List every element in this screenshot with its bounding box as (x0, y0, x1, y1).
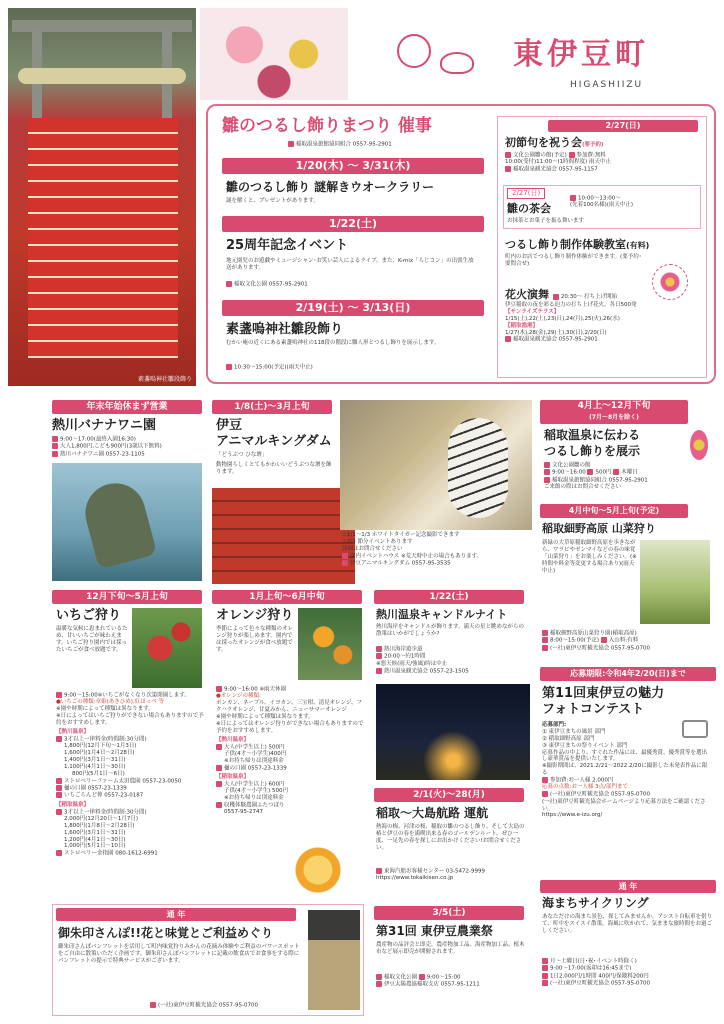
orange-note2: ※日によってはオレンジ狩りができない場合もありますので予約をおすすめします。 (216, 720, 364, 734)
goshuin-desc: 御朱印さんぽパンフレットを活用して町内味覚狩りみかんの花摘み体験やご利益のパワースポットをご自由に散策いただく企画です。御朱印さんぽパンフレットに記載の飲食店でお食事をする際にパンフレットの提示で特典サービスがございます。 (58, 944, 300, 964)
ticket-icon (569, 152, 575, 158)
photo-org1: (一社)東伊豆町観光協会 0557-95-0700 (550, 791, 651, 798)
inatori-band-sub: (7月〜8月を除く) (589, 414, 639, 421)
phone-icon (542, 791, 548, 797)
ticket-icon (601, 637, 607, 643)
r2-time-text: 10:00〜13:00〜 (578, 195, 621, 202)
phone-icon (56, 778, 62, 784)
banana-phone: 熱川バナナワニ園 0557-23-1105 (60, 451, 145, 458)
ichigo-a1: 1,800円(12月下旬〜1月3日) (64, 743, 137, 750)
phone-icon (544, 477, 550, 483)
ichigo-b2: 1,800円(1月8日〜2月28日) (64, 822, 135, 829)
goshuin-title: 御朱印さんぽ!!花と味覚とご利益めぐり (58, 926, 273, 940)
location-icon (544, 462, 550, 468)
cycle-hours: 9:00〜17:00(返却は16:45まで) (550, 965, 632, 972)
r1-date: 2/27(日) (548, 120, 698, 132)
candle-info (376, 646, 528, 675)
town-name: 東伊豆町 (513, 37, 649, 72)
orange-photo (298, 608, 362, 680)
tiger-l2: ☆2/3 節分イベントあります (342, 538, 413, 545)
hero-photo (8, 8, 196, 386)
orange-inatori: 【稲取温泉】 (216, 774, 250, 780)
ichigo-a7: 樋の口園 0557-23-1339 (64, 785, 127, 792)
event1-title: 雛のつるし飾り 謎解きウオークラリー (226, 180, 435, 194)
town-emblem-icon (397, 34, 431, 68)
clock-icon (570, 195, 576, 201)
ferry-phone: 東海汽船お客様センター 03-5472-9999 (384, 868, 485, 875)
clock-icon (419, 974, 425, 980)
photo-title-2: フォトコンテスト (542, 702, 645, 717)
event2-org-text: 稲取文化公園 0557-95-2901 (234, 281, 308, 288)
orange-variety: ポンカン、ネーブル、イヨカン、三宝柑、清見オレンジ、フクハラオレンジ、甘夏みかん、ニューサマーオレンジ (216, 700, 362, 714)
festival-org (288, 141, 392, 148)
phone-icon (376, 981, 382, 987)
inatori-fee: 500円 (595, 469, 612, 476)
r3-title (505, 238, 649, 252)
r4-venue1: 【サンライズテラス】 (505, 308, 560, 315)
location-icon (342, 553, 348, 559)
ferry-url[interactable]: https://www.tokaikisen.co.jp (376, 875, 454, 882)
event1-date: 1/20(木) 〜 3/31(木) (222, 158, 484, 174)
orange-b5: 0557-95-2747 (224, 809, 263, 816)
ichigo-a4: 1,100円(4月1日〜30日) (64, 763, 126, 770)
ferry-band: 2/1(火)〜28(月) (374, 788, 524, 802)
animal-band: 1/8(土)〜3月上旬 (212, 400, 332, 414)
r1-rain: 雨天中止 (589, 159, 612, 166)
ichigo-a8: いちごらんど伸 (64, 792, 103, 799)
stair-dolls (28, 118, 178, 358)
clock-icon (544, 469, 550, 475)
ichigo-note2: ※日によってはいちご狩りができない場合もありますので予約をおすすめします。 (56, 713, 204, 726)
agri-title: 第31回 東伊豆農業祭 (376, 924, 493, 938)
tiger-photo (340, 400, 532, 530)
ichigo-desc: 温暖な気候に恵まれているため、甘いいちごが味わえます。いちご狩り園内では採ったいちごが食べ放題です。 (56, 626, 128, 653)
photo-cat3: ③ 東伊豆まちの祭りイベント 部門 (542, 742, 628, 749)
r1-title (505, 136, 604, 150)
candle-venue: 熱川海岸遊歩道 (384, 646, 423, 653)
sansai-desc: 新緑の大草原稲取細野高原を歩きながら、ワラビやゼンマイなどの春の味覚「山菜狩り」をお楽しみください。(※時間や料金等変更する場合あり)(雨天中止) (542, 540, 637, 574)
phone-icon (52, 451, 58, 457)
inatori-venue: 文化公園雛の館 (552, 462, 591, 469)
clock-icon (542, 965, 548, 971)
orange-a1: 大人(中学生以上) 500円 (224, 744, 285, 750)
r2-note: (先着100名様)(雨天中止) (570, 202, 634, 209)
phone-icon (288, 141, 294, 147)
shimenawa-rope (18, 68, 186, 84)
candle-photo (376, 684, 530, 780)
ichigo-a5: 800円(5月1日〜6日) (72, 770, 125, 777)
goshuin-org (150, 1002, 258, 1009)
ichigo-a6: ストロベリーファーム太田農園 0557-23-0050 (64, 778, 182, 784)
ichigo-b3: 1,600円(3月1日〜31日) (64, 829, 126, 836)
hero-caption: 素盞嗚神社雛段飾り (137, 375, 192, 383)
r4-time (553, 294, 617, 300)
crocodile-shape (79, 477, 158, 570)
ticket-icon (56, 809, 62, 815)
ticket-icon (52, 443, 58, 449)
orange-variety-label: ●オレンジの種類: (216, 693, 261, 700)
ichigo-a-label: 3才以上一律料金(時間制:30分間) (64, 736, 147, 743)
r1-note: (要予約) (582, 142, 604, 148)
r1-fee: 参加費:無料 (576, 152, 606, 159)
closed-icon (613, 469, 619, 475)
phone-icon (226, 281, 232, 287)
candle-band: 1/22(土) (374, 590, 524, 604)
candle-desc: 熱川海岸をキャンドルが飾ります。満天の星と眺めながらの散策はいかがでしょうか? (376, 624, 525, 637)
cycle-title: 海まちサイクリング (542, 896, 649, 910)
ticket-icon (542, 973, 548, 979)
event3-time (226, 364, 313, 371)
orange-desc: 季節によって色々な種類のオレンジ狩りが楽しめます。園内では採ったオレンジが食べ放題です。 (216, 626, 294, 653)
phone-icon (150, 1002, 156, 1008)
goshuin-band: 通 年 (56, 908, 296, 921)
tiger-l5: 伊豆アニマルキングダム 0557-95-3535 (350, 560, 451, 567)
inatori-phone: 稲取温泉旅館協同組合 0557-95-2901 (552, 477, 648, 484)
ichigo-info (56, 692, 206, 858)
agri-time: 9:00〜15:00 (426, 974, 461, 981)
cycle-desc: あなただけの海まち景色、探してみませんか。アシスト自転車を借りて、町中をスイスイ散策。海風に吹かれて、気ままな旅時間をお過ごしください。 (542, 914, 713, 934)
cycle-fee: 1日2,000円/1時間 400円/保険料200円 (550, 973, 649, 980)
sansai-title: 稲取細野高原 山菜狩り (542, 522, 656, 535)
orange-b1: 大人(中学生以上) 600円 (224, 781, 285, 788)
inatori-band-text: 4月上〜12月下旬 (577, 401, 651, 411)
festival-title: 雛のつるし飾りまつり 催事 (222, 116, 432, 136)
sansai-fee: 入山料:有料 (608, 637, 639, 644)
phone-icon (505, 336, 511, 342)
cycle-info (542, 958, 714, 988)
r4-desc: 伊豆稲取の夜を彩る迫力の打ち上げ花火。各日500発 (505, 302, 637, 308)
banana-title: 熱川バナナワニ園 (52, 418, 157, 433)
calendar-icon (542, 958, 548, 964)
orange-b4: 収穫体験農園ふたつぼり (224, 802, 285, 809)
candle-phone: 熱川温泉観光協会 0557-23-1505 (384, 668, 469, 675)
ticket-icon (587, 469, 593, 475)
animal-sub: 「どうぶつ ひな壇」 (216, 452, 268, 458)
ichigo-time: 9:00〜15:00※いちごがなくなり次第閉園します。 (64, 692, 190, 699)
orange-a4: 樋の口園 0557-23-1339 (224, 765, 287, 772)
ichigo-atagawa: 【熱川温泉】 (56, 728, 90, 735)
banana-hours: 9:00〜17:00(最終入園16:30) (60, 436, 136, 443)
ferry-title: 稲取〜大島航路 運航 (376, 806, 489, 820)
phone-icon (376, 668, 382, 674)
r4-dates1: 1/15(土),22(土),23(日),24(月),25(火),26(水) (505, 315, 620, 322)
orange-atagawa: 【熱川温泉】 (216, 736, 250, 743)
ichigo-b6: ストロベリー金指園 080-1612-6991 (64, 850, 158, 857)
event3-time-text: 10:30〜15:00(予定)(雨天中止) (234, 364, 313, 371)
r1-venue: 文化公園雛の館(予定) (513, 152, 567, 159)
ichigo-b1: 2,000円(12月20日〜1月7日) (64, 815, 139, 822)
r1-org: 稲取温泉観光協会 0557-95-1157 (513, 166, 598, 173)
banana-info (52, 436, 162, 458)
phone-icon (56, 792, 62, 798)
animal-hinadan-photo (212, 488, 355, 584)
rabbit-icon (440, 52, 474, 74)
ticket-icon (216, 781, 222, 787)
festival-org-text: 稲取温泉旅館協同組合 0557-95-2901 (296, 141, 392, 148)
r2-desc: お抹茶とお菓子を振る舞います (507, 218, 585, 224)
phone-icon (505, 166, 511, 172)
r4-venue2: 【稲取漁港】 (505, 322, 539, 329)
white-tiger-shape (448, 418, 508, 518)
ticket-icon (56, 736, 62, 742)
candle-time: 20:00〜約1時間 (384, 653, 426, 660)
clock-icon (56, 692, 62, 698)
inatori-title-2: つるし飾りを展示 (544, 444, 641, 458)
event3-date: 2/19(土) 〜 3/13(日) (222, 300, 484, 316)
event2-title: 25周年記念イベント (226, 238, 349, 253)
photo-org2: (一社)東伊豆町観光協会ホームページより応募方法をご確認ください。 (542, 798, 706, 812)
orange-note1: ※園や時期によって種類は異なります。 (216, 714, 314, 720)
tiger-l3: 詳細はお問合せください (342, 545, 403, 552)
ichigo-b4: 1,200円(4月1日〜30日) (64, 836, 126, 843)
r1-time: 10:00(受付)11:00〜(1時間程度) (505, 159, 588, 166)
orange-title: オレンジ狩り (216, 608, 294, 623)
photo-fee: 参加費:お一人様 2,000円 (550, 777, 614, 784)
event2-desc: 地元園児のお遊戯やミュージシャン･お笑い芸人によるライブ。また、K-mix「らじコン」の出張生放送があります。 (226, 258, 474, 271)
r4-org: 稲取温泉観光協会 0557-95-2901 (513, 336, 598, 343)
inatori-band (540, 400, 688, 424)
ichigo-title: いちご狩り (56, 608, 122, 623)
r2-date: 2/27(日) (507, 188, 545, 199)
animal-title-2: アニマルキングダム (216, 434, 332, 449)
phone-icon (56, 785, 62, 791)
clock-icon (216, 686, 222, 692)
phone-icon (342, 560, 348, 566)
tiger-l4: 園内イベントハウス ※荒天時中止の場合もあります。 (350, 553, 483, 560)
inatori-hours: 9:00〜16:00 (552, 469, 586, 476)
photo-desc: 応募作品の中より、すぐれた作品には、最優秀賞、優秀賞等を選出し豪華賞品を提供いたします。 (542, 749, 708, 763)
candle-title: 熱川温泉キャンドルナイト (376, 608, 508, 621)
clock-icon (52, 436, 58, 442)
phone-icon (216, 765, 222, 771)
orange-b3: ※お持ち帰りは別途料金 (224, 795, 284, 802)
r1-info (505, 152, 695, 174)
tiger-info (342, 532, 530, 567)
tiger-l1: ☆1/1〜1/3 ホワイトタイガー記念撮影できます (342, 532, 460, 538)
event2-date: 1/22(土) (222, 216, 484, 232)
orange-b2: 子供(4才〜小学生) 500円 (224, 788, 289, 795)
banana-band: 年末年始休まず営業 (52, 400, 202, 414)
town-name-roman: HIGASHIIZU (570, 80, 644, 90)
phone-icon (56, 850, 62, 856)
r3-paid: (有料) (626, 241, 650, 250)
goshuin-org-text: (一社)東伊豆町観光協会 0557-95-0700 (158, 1002, 259, 1009)
ichigo-variety: ●いちごの種類:章姫(あきひめ),紅ほっぺ 等 (56, 699, 164, 706)
agri-venue: 稲取文化公園 (384, 974, 418, 981)
agri-desc: 農産物の品評会と即売。農産物加工品、海産物加工品、植木市など展示即売が開催されます。 (376, 942, 525, 955)
monk-photo (308, 910, 360, 1010)
ichigo-a8-phone: 0557-23-0187 (104, 792, 144, 799)
photo-info (542, 722, 712, 819)
r4-dates2: 1/27(木),28(金),29(土),30(日),2/20(日) (505, 329, 607, 336)
ichigo-band: 12月下旬〜5月上旬 (52, 590, 202, 604)
r4-title (505, 288, 617, 302)
r4-info (505, 302, 701, 344)
candle-note: ※悪天候(雨天/強風)時は中止 (376, 660, 448, 667)
r3-desc: 町内のお店でつるし飾り制作体験ができます。(要予約･要問合せ) (505, 254, 642, 267)
location-icon (505, 152, 511, 158)
event3-desc: むかい庵の近くにある素盞嗚神社の118段の階段に雛人形とつるし飾りを展示します。 (226, 340, 440, 346)
inatori-closed: 木曜日 (621, 469, 638, 476)
ichigo-b5: 1,000円(5月1日〜10日) (64, 843, 126, 850)
orange-a3: ※お持ち帰りは別途料金 (224, 757, 284, 764)
photo-cat1: ① 東伊豆まちの風景 部門 (542, 728, 606, 735)
inatori-title-1: 稲取温泉に伝わる (544, 428, 641, 442)
agri-phone: 伊豆太陽農協稲取支店 0557-95-1211 (384, 981, 480, 988)
r2-title: 雛の茶会 (507, 202, 551, 215)
photo-cat2: ② 稲取細野高原 部門 (542, 735, 595, 742)
orange-slice-icon (276, 846, 360, 894)
ticket-icon (216, 744, 222, 750)
ticket-icon (542, 777, 548, 783)
r2-time (570, 195, 700, 209)
clock-icon (376, 653, 382, 659)
fireworks-icon (652, 264, 688, 300)
cycle-band: 通 年 (540, 880, 716, 893)
ichigo-a3: 1,400円(3月1日〜31日) (64, 756, 126, 763)
banana-fee: 大人1,800円,こども900円(3歳以下無料) (60, 443, 162, 450)
inatori-note: ご来館の際はお問合せください (544, 484, 622, 491)
location-icon (376, 646, 382, 652)
tsurushi-ornament-icon (690, 430, 708, 460)
orange-a2: 子供(4才〜小学生)400円 (224, 750, 287, 757)
agri-info (376, 974, 528, 989)
strawberry-photo (132, 608, 202, 688)
sansai-venue: 稲取細野高原山菜狩り園(稲取高原) (550, 630, 637, 637)
photo-note: ※撮影期間は、2021.2/21〜2022.2/20に撮影した未発表作品に限る (542, 763, 708, 777)
ornaments-photo (200, 8, 348, 100)
location-icon (542, 630, 548, 636)
event2-org (226, 281, 308, 288)
event1-desc: 謎を解くと、プレゼントがあります。 (226, 198, 319, 204)
r4-time-text: 20:30〜 打ち上げ開始 (560, 294, 617, 300)
cycle-days: 月〜土曜日(日･祝･イベント時除く) (550, 958, 637, 965)
ichigo-inatori: 【稲取温泉】 (56, 801, 90, 808)
clock-icon (542, 637, 548, 643)
photo-categories-label: 応募部門: (542, 722, 567, 728)
orange-band: 1月上旬〜6月中旬 (212, 590, 362, 604)
phone-icon (542, 980, 548, 986)
clock-icon (226, 364, 232, 370)
location-icon (376, 974, 382, 980)
photo-limit: 応募の点数:お一人様 3点/部門まで (542, 784, 628, 791)
phone-icon (542, 645, 548, 651)
ferry-info (376, 868, 528, 882)
sansai-hours: 8:00〜15:00(予定) (550, 637, 599, 644)
sansai-photo (640, 540, 710, 624)
agri-band: 3/5(土) (374, 906, 524, 920)
animal-desc: 動物園らしくとてもかわいいどうぶつな壇を飾ります。 (216, 462, 332, 475)
event3-title: 素盞嗚神社雛段飾り (226, 322, 344, 337)
sansai-phone: (一社)東伊豆町観光協会 0557-95-0700 (550, 645, 651, 652)
phone-icon (376, 868, 382, 874)
orange-time: 9:00〜16:00 ※雨天休園 (224, 686, 287, 693)
sansai-info (542, 630, 708, 652)
phone-icon (216, 802, 222, 808)
orange-info (216, 686, 366, 816)
crocodile-photo (52, 463, 202, 581)
ichigo-b-label: 3才以上一律料金(時間制:30分間) (64, 809, 147, 815)
photo-title-1: 第11回東伊豆の魅力 (542, 686, 665, 701)
r4-title-text: 花火演舞 (505, 288, 549, 301)
r1-title-text: 初節句を祝う会 (505, 136, 582, 149)
ichigo-a2: 1,600円(1月4日〜2月28日) (64, 750, 135, 756)
clock-icon (553, 294, 559, 300)
ferry-desc: 熱海の梅、河津の桜、稲取の雛のつるし飾り、そして大島の椿と伊豆の春を満喫出来る春のゴールデンルート。ぜひ一度、一足先の春を探しにお出かけください!お問合せください。 (376, 824, 525, 851)
animal-title-1: 伊豆 (216, 418, 243, 433)
inatori-info (544, 462, 710, 491)
r3-title-text: つるし飾り制作体験教室 (505, 238, 626, 251)
sansai-band: 4月中旬〜5月上旬(予定) (540, 504, 688, 518)
photo-url[interactable]: https://www.e-izu.org/ (542, 812, 603, 819)
cycle-phone: (一社)東伊豆町観光協会 0557-95-0700 (550, 980, 651, 987)
photo-band: 応募期限:令和4年2/20(日)まで (540, 667, 716, 681)
ichigo-note1: ※園や時期によって種類は異なります。 (56, 706, 154, 713)
